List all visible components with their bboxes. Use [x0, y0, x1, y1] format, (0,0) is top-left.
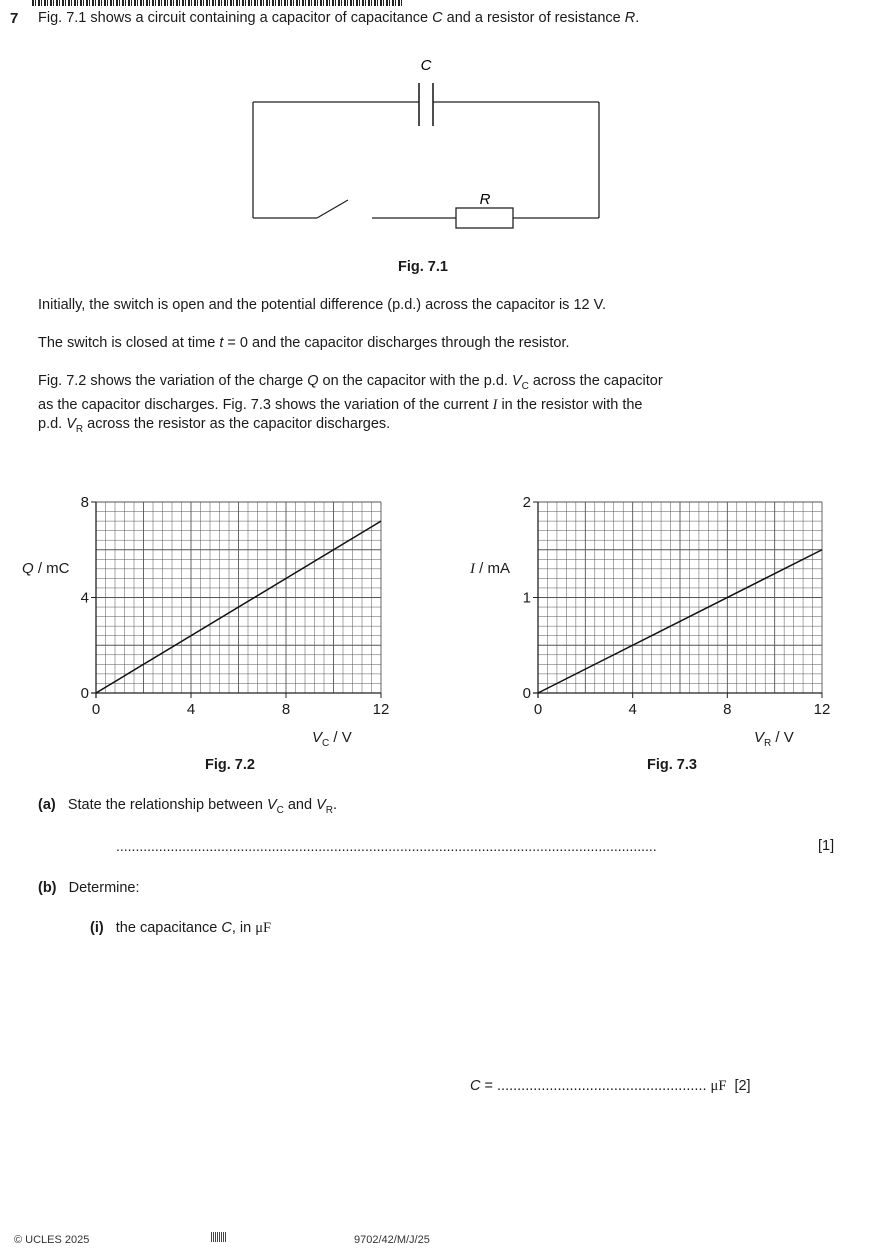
y-tick-label: 4 [80, 589, 89, 607]
y-tick-label: 1 [522, 589, 531, 607]
footer-datamatrix [211, 1232, 227, 1242]
x-tick-label: 4 [186, 701, 196, 718]
part-a-question: (a) State the relationship between $V_C$ and $V_R$. [38, 797, 338, 816]
barcode [32, 0, 402, 6]
y-tick-label: 2 [522, 494, 531, 511]
x-tick-label: 0 [91, 701, 101, 718]
x-tick-label: 4 [628, 701, 637, 718]
x-axis-label: $V_R$ / V [754, 729, 794, 749]
chart-fig-7-3 [426, 480, 852, 749]
label-resistance: R [479, 191, 491, 208]
chart-fig-7-2 [0, 480, 426, 749]
y-tick-label: 8 [80, 494, 89, 511]
fig-7-2-caption: Fig. 7.2 [205, 757, 255, 773]
fig-7-3-caption: Fig. 7.3 [647, 757, 697, 773]
paragraph-switch-closed: The switch is closed at time t = 0 and the capacitor discharges through the resistor. [38, 335, 570, 351]
part-a-answer-line[interactable]: ........................................................................................................................................... [116, 838, 657, 854]
label-capacitance: C [420, 57, 432, 74]
y-tick-label: 0 [522, 685, 531, 702]
resistor [456, 208, 513, 228]
x-tick-label: 12 [813, 701, 831, 718]
x-tick-label: 12 [372, 701, 390, 718]
x-tick-label: 0 [533, 701, 543, 718]
x-tick-label: 8 [723, 701, 732, 718]
y-axis-label: Q / mC [22, 560, 70, 577]
footer-paper-code: 9702/42/M/J/25 [354, 1234, 430, 1246]
part-b-i-question: (i) the capacitance C, in μF [90, 920, 272, 936]
fig-7-1-caption: Fig. 7.1 [398, 259, 448, 275]
part-b-question: (b) Determine: [38, 880, 140, 896]
paragraph-figures: Fig. 7.2 shows the variation of the charge Q on the capacitor with the p.d. $V_C$ across the capacitor as the capacitor discharges. Fig. 7.3 shows the variation of the current I in the resistor with the p.d. $V_R$ across the resistor as the capacitor discharges. [38, 373, 663, 435]
part-b-i-answer: C = .................................................... μF [2] [470, 1078, 751, 1094]
part-a-marks: [1] [818, 838, 835, 854]
switch [317, 200, 348, 218]
circuit-diagram [0, 40, 852, 240]
question-intro: Fig. 7.1 shows a circuit containing a capacitor of capacitance C and a resistor of resistance R. [38, 10, 640, 26]
x-tick-label: 8 [281, 701, 291, 718]
capacitance-answer-line[interactable]: .................................................... [497, 1078, 707, 1094]
y-axis-label: I / mA [470, 560, 511, 577]
y-tick-label: 0 [80, 685, 89, 702]
question-number: 7 [10, 10, 19, 27]
paragraph-initial-pd: Initially, the switch is open and the potential difference (p.d.) across the capacitor is 12 V. [38, 297, 606, 313]
x-axis-label: $V_C$ / V [312, 729, 352, 749]
footer-copyright: © UCLES 2025 [14, 1234, 90, 1246]
